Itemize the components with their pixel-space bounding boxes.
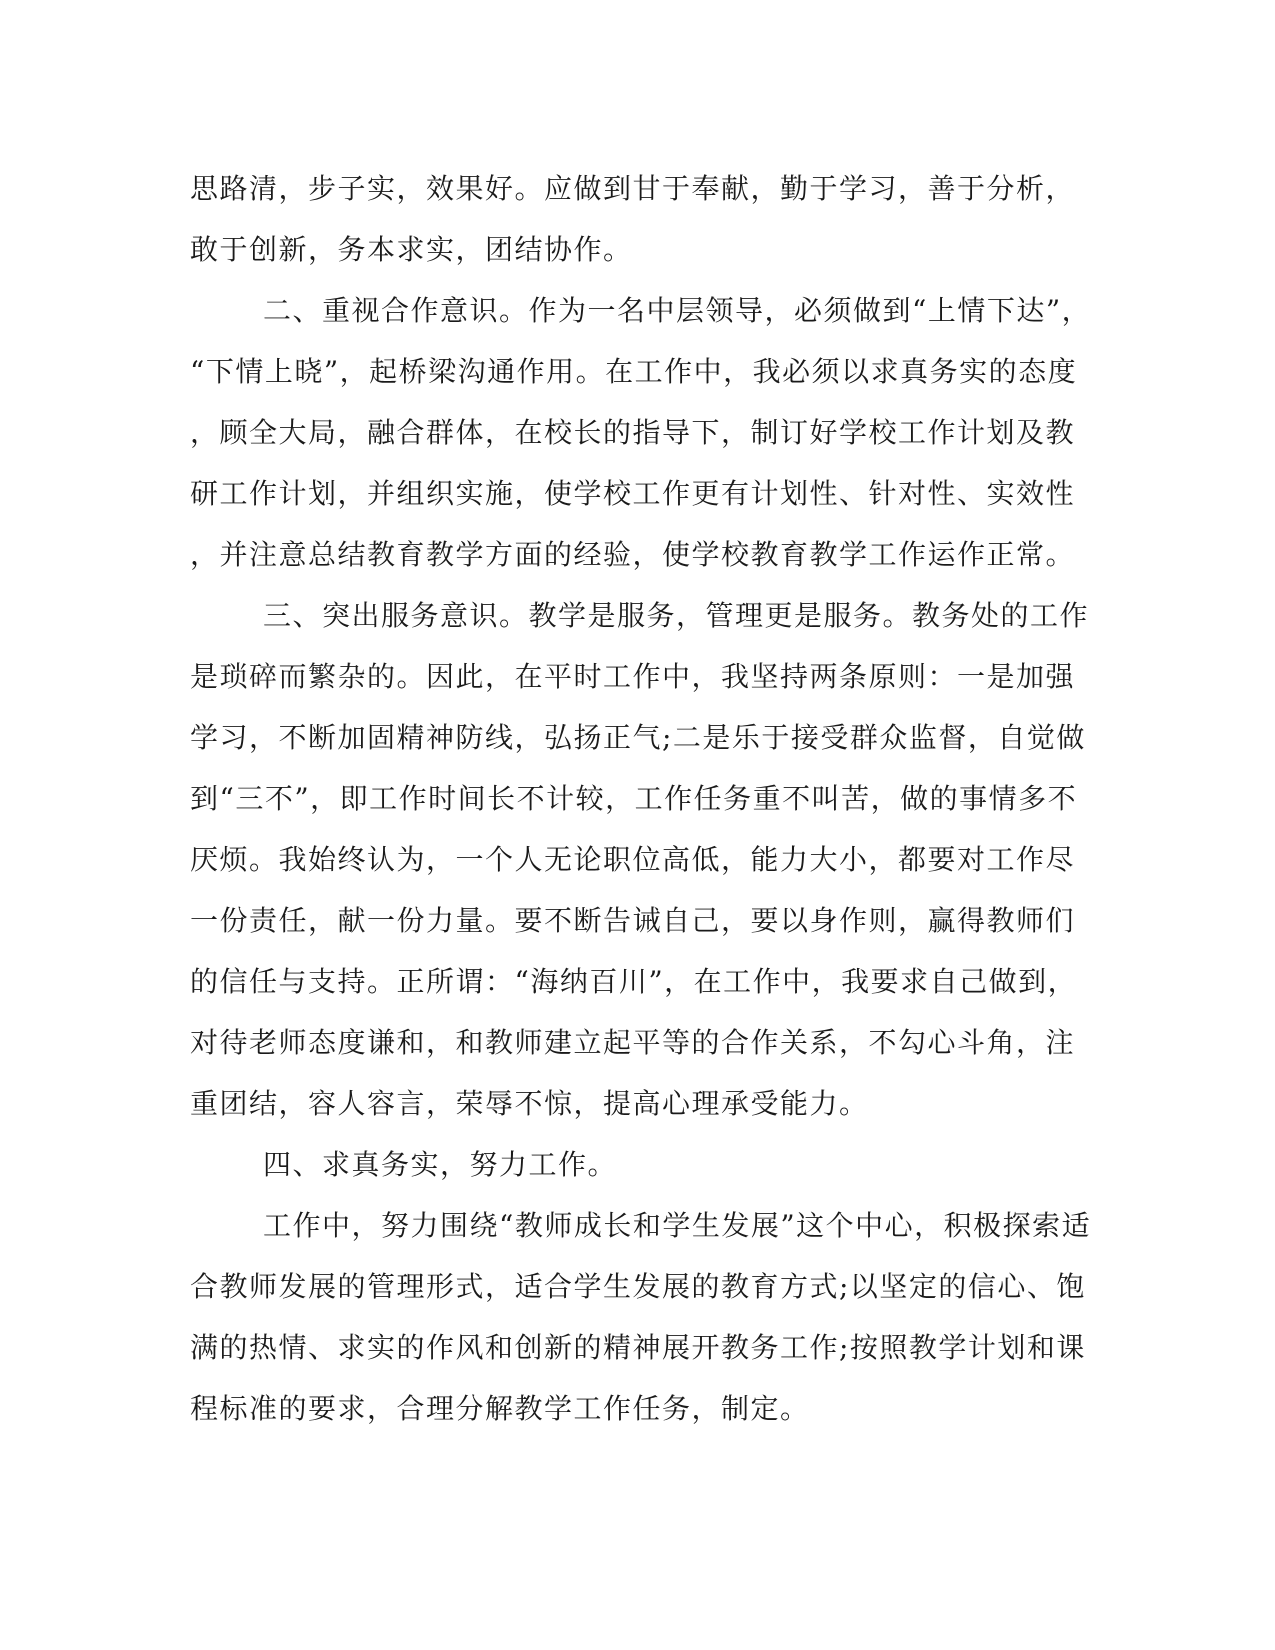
text-line: 学习，不断加固精神防线，弘扬正气;二是乐于接受群众监督，自觉做 (190, 721, 1086, 754)
text-line: ，顾全大局，融合群体，在校长的指导下，制订好学校工作计划及教 (190, 416, 1076, 449)
text-line: 敢于创新，务本求实，团结协作。 (190, 233, 633, 266)
text-line: 的信任与支持。正所谓：“海纳百川”，在工作中，我要求自己做到， (190, 965, 1078, 998)
text-line: 是琐碎而繁杂的。因此，在平时工作中，我坚持两条原则：一是加强 (190, 660, 1076, 693)
text-line: 厌烦。我始终认为，一个人无论职位高低，能力大小，都要对工作尽 (190, 843, 1076, 876)
paragraph-start-line: 四、求真务实，努力工作。 (263, 1148, 618, 1181)
text-line: ，并注意总结教育教学方面的经验，使学校教育教学工作运作正常。 (190, 538, 1076, 571)
text-line: 研工作计划，并组织实施，使学校工作更有计划性、针对性、实效性 (190, 477, 1076, 510)
text-line: “下情上晓”，起桥梁沟通作用。在工作中，我必须以求真务实的态度 (190, 355, 1078, 388)
paragraph-start-line: 工作中，努力围绕“教师成长和学生发展”这个中心，积极探索适 (263, 1209, 1092, 1242)
text-line: 到“三不”，即工作时间长不计较，工作任务重不叫苦，做的事情多不 (190, 782, 1078, 815)
text-line: 重团结，容人容言，荣辱不惊，提高心理承受能力。 (190, 1087, 869, 1120)
text-line: 满的热情、求实的作风和创新的精神展开教务工作;按照教学计划和课 (190, 1331, 1086, 1364)
paragraph-start-line: 二、重视合作意识。作为一名中层领导，必须做到“上情下达”， (263, 294, 1092, 327)
text-line: 一份责任，献一份力量。要不断告诫自己，要以身作则，赢得教师们 (190, 904, 1076, 937)
text-line: 合教师发展的管理形式，适合学生发展的教育方式;以坚定的信心、饱 (190, 1270, 1086, 1303)
text-line: 程标准的要求，合理分解教学工作任务，制定。 (190, 1392, 810, 1425)
paragraph-start-line: 三、突出服务意识。教学是服务，管理更是服务。教务处的工作 (263, 599, 1090, 632)
document-body (190, 158, 1092, 1439)
text-line: 对待老师态度谦和，和教师建立起平等的合作关系，不勾心斗角，注 (190, 1026, 1076, 1059)
text-line: 思路清，步子实，效果好。应做到甘于奉献，勤于学习，善于分析， (190, 172, 1076, 205)
